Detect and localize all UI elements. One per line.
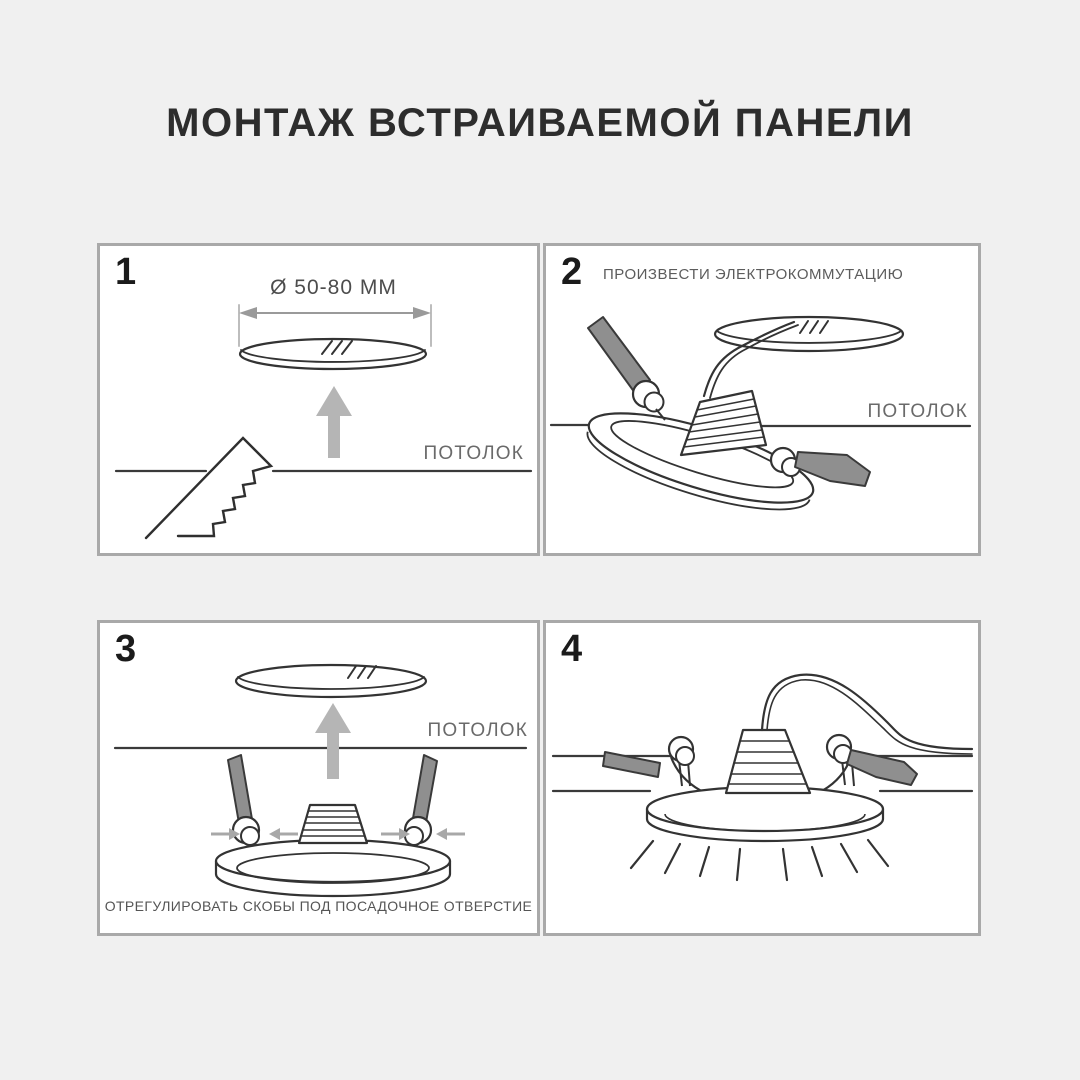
step-2-number: 2 <box>561 251 583 293</box>
spring-clip-left <box>603 737 694 786</box>
hole-diameter-label: Ø 50-80 ММ <box>270 276 397 299</box>
panel-base <box>216 840 450 896</box>
step-2-instruction: ПРОИЗВЕСТИ ЭЛЕКТРОКОММУТАЦИЮ <box>603 266 904 283</box>
step-1-panel <box>97 243 540 556</box>
ceiling-label: ПОТОЛОК <box>423 443 524 464</box>
step-1-number: 1 <box>115 251 137 293</box>
panel-disk <box>240 339 426 369</box>
led-driver <box>681 391 766 455</box>
page-title: МОНТАЖ ВСТРАИВАЕМОЙ ПАНЕЛИ <box>166 101 914 145</box>
step-4-panel <box>543 620 981 936</box>
spring-clip-left <box>588 317 665 420</box>
step-2-panel <box>543 243 981 556</box>
supply-wire <box>762 675 972 754</box>
installed-panel-diagram <box>546 623 978 933</box>
ceiling-label: ПОТОЛОК <box>867 401 968 422</box>
step-3-number: 3 <box>115 628 137 670</box>
panel-disk <box>236 665 426 697</box>
step-4-number: 4 <box>561 628 583 670</box>
up-arrow-icon <box>315 703 351 779</box>
led-driver <box>726 730 810 793</box>
panel-bezel <box>647 787 883 841</box>
spring-clip-right <box>827 735 917 786</box>
ceiling-label: ПОТОЛОК <box>427 720 528 741</box>
step-3-panel <box>97 620 540 936</box>
light-rays <box>631 840 888 880</box>
step-3-caption: ОТРЕГУЛИРОВАТЬ СКОБЫ ПОД ПОСАДОЧНОЕ ОТВЕРСТИЕ <box>104 898 533 914</box>
up-arrow-icon <box>316 386 352 458</box>
spring-clip-right <box>405 755 437 845</box>
led-driver <box>299 805 367 843</box>
clip-adjust-diagram <box>100 623 537 933</box>
wiring-diagram <box>546 246 978 553</box>
cut-flap-drawing <box>146 438 271 538</box>
